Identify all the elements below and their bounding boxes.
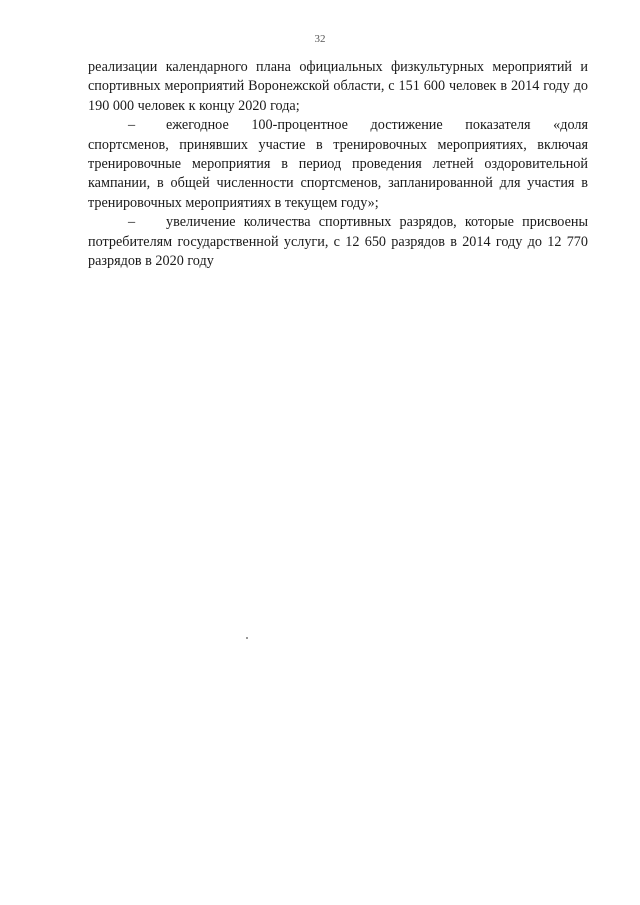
paragraph-text: увеличение количества спортивных разрядов, которые присвоены потребителям государственной услуги, с 12 650 разрядов в 2014 году до 12 770 разрядов в 2020 году (88, 214, 588, 270)
list-dash: – (128, 214, 136, 231)
page-number: 32 (314, 33, 326, 45)
scan-speck (246, 637, 248, 639)
paragraph-list-item (88, 213, 588, 271)
paragraph-list-item (88, 116, 588, 213)
paragraph-text: реализации календарного плана официальных физкультурных мероприятий и спортивных мероприятий Воронежской области, с 151 600 человек в 2014 году до 190 000 человек к концу 2020 года; (88, 59, 588, 114)
list-dash: – (128, 117, 136, 134)
document-body (88, 58, 588, 271)
paragraph-text: ежегодное 100-процентное достижение показателя «доля спортсменов, принявших участие в тренировочных мероприятиях, включая тренировочные мероприятия в период проведения летней оздоровительной кампании, в общей численности спортсменов, запланированной для участия в тренировочных мероприятиях в текущем году»; (88, 117, 588, 211)
paragraph-continuation (88, 58, 588, 116)
